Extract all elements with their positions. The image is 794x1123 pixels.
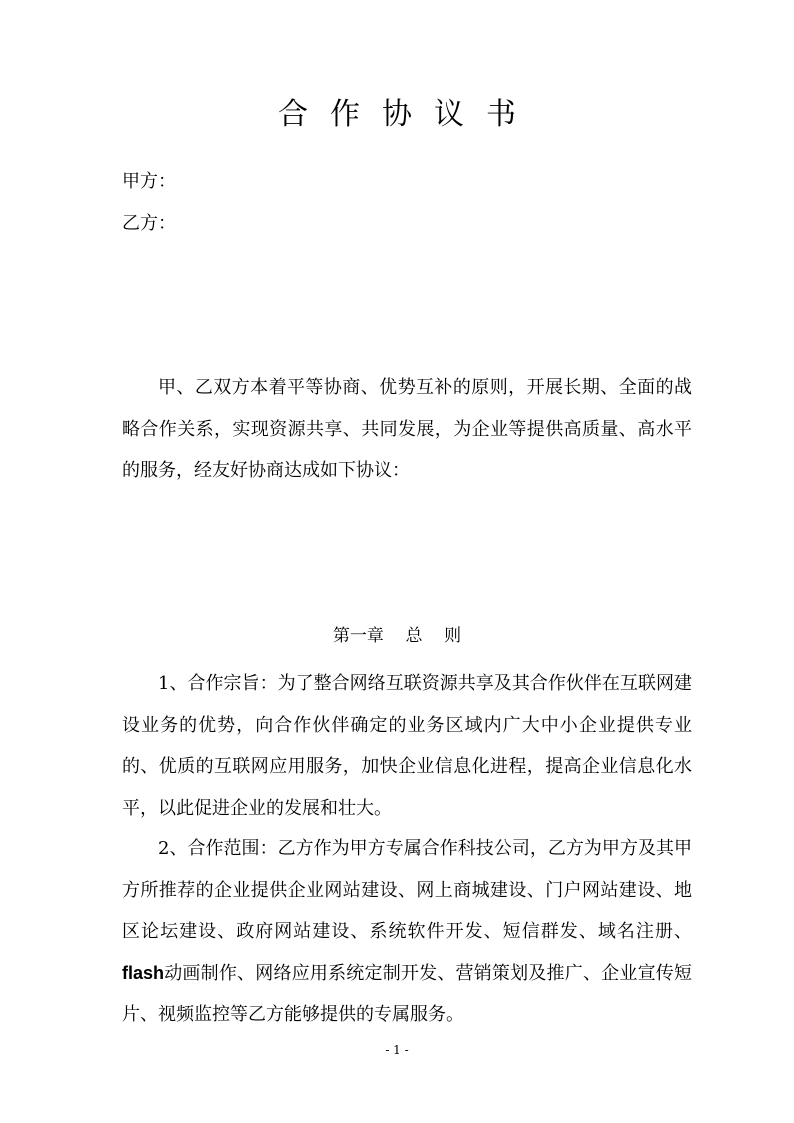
page-number: - 1 - [385,1043,409,1057]
document-title: 合作协议书 [278,97,538,132]
article-2-flash-term: flash [122,962,165,983]
party-b-label: 乙方： [122,213,176,234]
article-1-paragraph: 1、合作宗旨：为了整合网络互联资源共享及其合作伙伴在互联网建设业务的优势，向合作伙伴确定的业务区域内广大中小企业提供专业的、优质的互联网应用服务，加快企业信息化进程，提高企业信息化水平，以此促进企业的发展和壮大。 [122,673,692,819]
article-2-text-end: 动画制作、网络应用系统定制开发、营销策划及推广、企业宣传短片、视频监控等乙方能够提供的专属服务。 [122,962,692,1025]
article-2-text-start: 2、合作范围：乙方作为甲方专属合作科技公司，乙方为甲方及其甲方所推荐的企业提供企业网站建设、网上商城建设、门户网站建设、地区论坛建设、政府网站建设、系统软件开发、短信群发、域名注册、 [122,838,692,942]
preamble-paragraph: 甲、乙双方本着平等协商、优势互补的原则，开展长期、全面的战略合作关系，实现资源共享、共同发展，为企业等提供高质量、高水平的服务，经友好协商达成如下协议： [122,377,692,481]
article-2-paragraph [122,828,692,1036]
chapter-heading: 第一章 总 则 [332,626,462,646]
party-a-label: 甲方： [122,171,176,192]
